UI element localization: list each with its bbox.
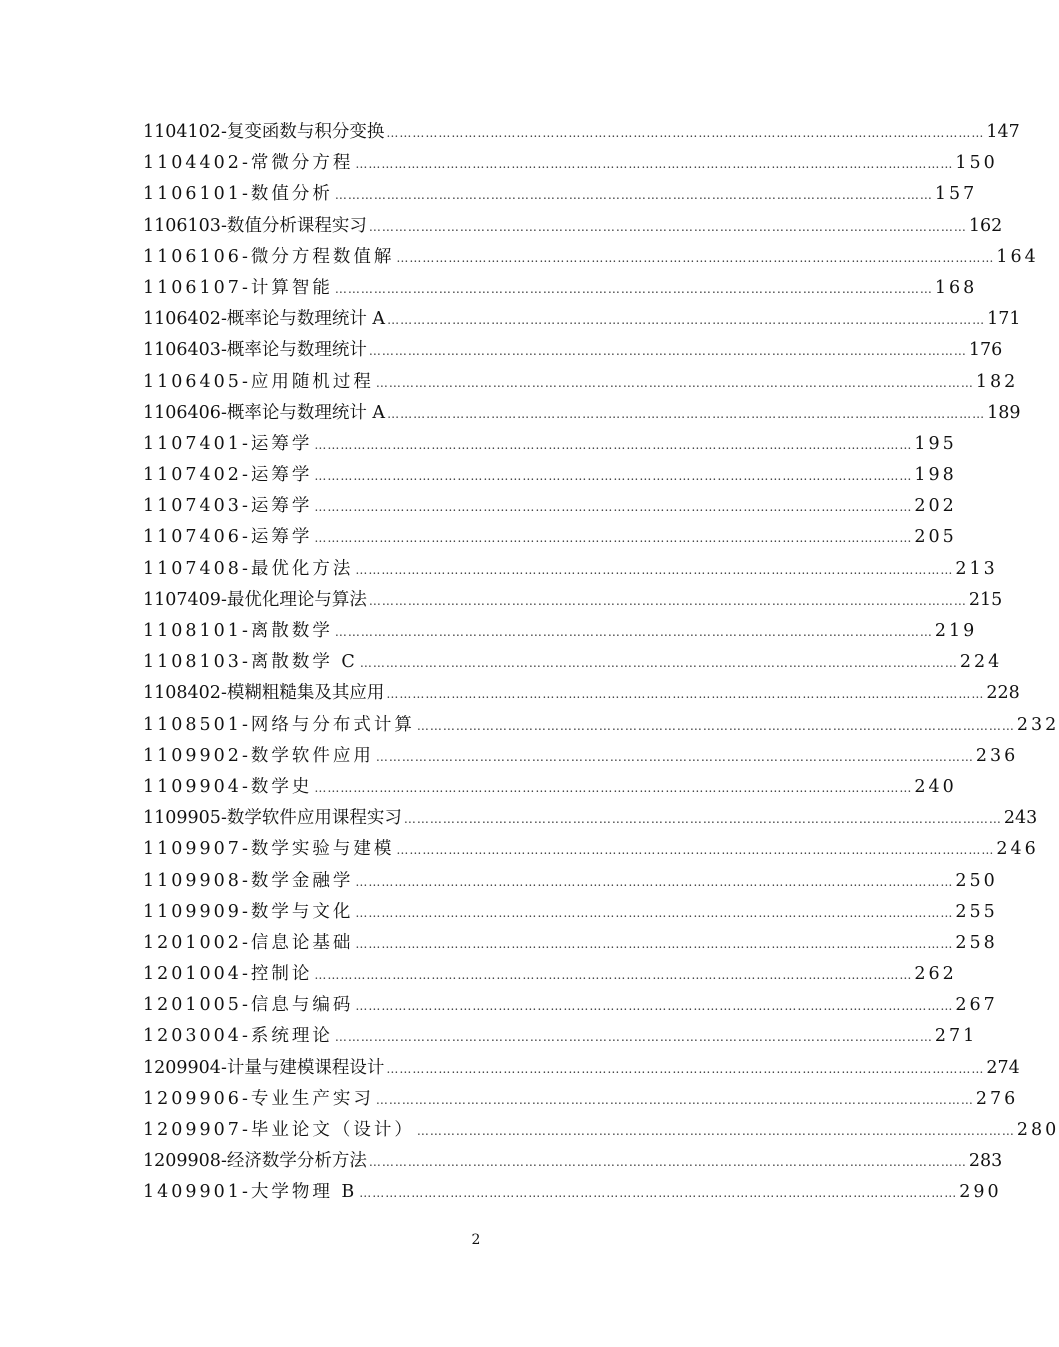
toc-dot-leader: ………………………………………………………………………………………………………………………… [386, 126, 985, 140]
toc-entry[interactable] [143, 304, 1021, 335]
toc-entry-page: 171 [987, 309, 1021, 330]
toc-dot-leader: ………………………………………………………………………………………………………………………… [368, 219, 967, 234]
toc-entry-page: 147 [986, 122, 1020, 142]
toc-dot-leader: ………………………………………………………………………………………………………………………… [355, 936, 954, 951]
toc-entry-page: 258 [955, 932, 998, 953]
toc-entry-title: 1107402-运筹学 [143, 465, 313, 486]
toc-dot-leader: ………………………………………………………………………………………………………………………… [355, 157, 954, 172]
toc-entry[interactable] [143, 429, 957, 460]
toc-entry-page: 157 [934, 184, 978, 205]
toc-entry-page: 195 [914, 433, 957, 454]
toc-dot-leader: ………………………………………………………………………………………………………………………… [386, 1061, 985, 1076]
toc-entry[interactable] [143, 273, 978, 304]
toc-dot-leader: ………………………………………………………………………………………………………………………… [375, 749, 974, 764]
toc-entry-title: 1108103-离散数学 C [143, 652, 358, 673]
toc-entry[interactable] [143, 959, 957, 990]
toc-entry[interactable] [143, 335, 1003, 366]
toc-entry-title: 1104402-常微分方程 [143, 153, 354, 174]
toc-entry[interactable] [143, 834, 1039, 865]
toc-entry-page: 243 [1003, 808, 1038, 829]
toc-dot-leader: ………………………………………………………………………………………………………………………… [334, 625, 933, 639]
toc-entry[interactable] [143, 554, 998, 585]
toc-entry-page: 255 [955, 901, 998, 922]
toc-entry-title: 1106107-计算智能 [143, 277, 333, 298]
toc-dot-leader: ………………………………………………………………………………………………………………………… [368, 344, 967, 359]
toc-entry-title: 1106106-微分方程数值解 [143, 246, 395, 267]
toc-entry-title: 1106402-概率论与数理统计 A [143, 309, 386, 330]
toc-dot-leader: ………………………………………………………………………………………………………………………… [334, 281, 933, 296]
toc-entry-title: 1106101-数值分析 [143, 184, 333, 205]
toc-entry-title: 1106403-概率论与数理统计 [143, 340, 367, 361]
toc-entry[interactable] [143, 242, 1039, 273]
toc-entry-page: 262 [914, 964, 957, 985]
toc-entry-page: 276 [975, 1088, 1019, 1109]
toc-entry-page: 274 [986, 1057, 1020, 1078]
toc-entry[interactable] [143, 460, 957, 491]
toc-entry-page: 202 [914, 496, 957, 517]
toc-entry-page: 150 [955, 153, 998, 174]
page-number: 2 [471, 1232, 481, 1248]
toc-entry-title: 1201002-信息论基础 [143, 932, 354, 953]
toc-entry[interactable] [143, 616, 978, 647]
toc-entry-title: 1109905-数学软件应用课程实习 [143, 808, 402, 829]
toc-entry[interactable] [143, 866, 998, 897]
toc-entry-page: 232 [1016, 714, 1059, 735]
toc-entry-title: 1209908-经济数学分析方法 [143, 1151, 367, 1172]
toc-entry[interactable] [143, 678, 1020, 709]
toc-entry-page: 246 [996, 839, 1039, 860]
toc-entry-title: 1209907-毕业论文（设计） [143, 1120, 415, 1140]
toc-entry-page: 250 [955, 870, 998, 891]
toc-dot-leader: ………………………………………………………………………………………………………………………… [355, 905, 954, 920]
toc-entry-page: 189 [987, 402, 1021, 423]
toc-entry-title: 1109909-数学与文化 [143, 901, 354, 922]
toc-dot-leader: ………………………………………………………………………………………………………………………… [314, 780, 913, 795]
toc-dot-leader: ………………………………………………………………………………………………………………………… [396, 843, 995, 858]
toc-entry[interactable] [143, 741, 1019, 772]
toc-entry-page: 162 [968, 215, 1003, 236]
toc-dot-leader: ………………………………………………………………………………………………………………………… [314, 531, 913, 546]
toc-entry[interactable] [143, 772, 957, 803]
toc-entry[interactable] [143, 1021, 978, 1052]
toc-dot-leader: ………………………………………………………………………………………………………………………… [334, 188, 933, 203]
toc-entry-title: 1109904-数学史 [143, 776, 313, 797]
toc-entry[interactable] [143, 211, 1003, 242]
toc-entry[interactable] [143, 803, 1038, 834]
toc-entry-title: 1109907-数学实验与建模 [143, 839, 395, 860]
toc-entry-page: 219 [934, 621, 978, 641]
toc-entry-title: 1107406-运筹学 [143, 527, 313, 548]
toc-dot-leader: ………………………………………………………………………………………………………………………… [314, 968, 913, 983]
toc-entry[interactable] [143, 398, 1021, 429]
toc-entry-page: 236 [975, 745, 1019, 766]
toc-entry[interactable] [143, 1177, 1002, 1208]
toc-entry-title: 1108402-模糊粗糙集及其应用 [143, 683, 385, 704]
toc-entry-title: 1106103-数值分析课程实习 [143, 215, 367, 236]
toc-entry-title: 1209904-计量与建模课程设计 [143, 1057, 385, 1078]
toc-entry-page: 176 [968, 340, 1003, 361]
toc-entry-title: 1108501-网络与分布式计算 [143, 714, 415, 735]
toc-entry[interactable] [143, 117, 1020, 148]
toc-entry-page: 283 [968, 1151, 1003, 1172]
toc-dot-leader: ………………………………………………………………………………………………………………………… [355, 999, 954, 1014]
toc-dot-leader: ………………………………………………………………………………………………………………………… [368, 1155, 967, 1170]
toc-entry-page: 228 [986, 683, 1020, 704]
toc-entry-page: 205 [914, 527, 957, 548]
toc-entry-page: 182 [975, 371, 1019, 392]
toc-entry-page: 164 [996, 246, 1039, 267]
toc-entry-page: 267 [955, 995, 998, 1016]
toc-entry-title: 1409901-大学物理 B [143, 1182, 358, 1203]
toc-entry[interactable] [143, 928, 998, 959]
toc-entry-title: 1203004-系统理论 [143, 1026, 333, 1047]
toc-entry[interactable] [143, 1053, 1020, 1084]
toc-entry[interactable] [143, 1115, 1059, 1146]
toc-entry-title: 1106406-概率论与数理统计 A [143, 402, 386, 423]
toc-dot-leader: ………………………………………………………………………………………………………………………… [334, 1030, 933, 1045]
toc-entry[interactable] [143, 1084, 1019, 1115]
toc-entry-title: 1106405-应用随机过程 [143, 371, 374, 392]
toc-entry[interactable] [143, 522, 957, 553]
toc-entry-page: 240 [914, 776, 957, 797]
toc-entry-title: 1107403-运筹学 [143, 496, 313, 517]
toc-dot-leader: ………………………………………………………………………………………………………………………… [314, 500, 913, 515]
table-of-contents [143, 117, 1059, 1209]
toc-entry-title: 1107409-最优化理论与算法 [143, 589, 367, 610]
toc-dot-leader: ………………………………………………………………………………………………………………………… [355, 562, 954, 577]
toc-dot-leader: ………………………………………………………………………………………………………………………… [359, 656, 958, 671]
toc-entry[interactable] [143, 148, 998, 179]
toc-dot-leader: ………………………………………………………………………………………………………………………… [359, 1186, 958, 1201]
toc-entry-title: 1109902-数学软件应用 [143, 745, 374, 766]
toc-entry[interactable] [143, 897, 998, 928]
toc-entry-page: 280 [1016, 1120, 1059, 1140]
toc-entry[interactable] [143, 585, 1003, 616]
toc-dot-leader: ………………………………………………………………………………………………………………………… [314, 469, 913, 484]
toc-dot-leader: ………………………………………………………………………………………………………………………… [416, 1124, 1015, 1138]
toc-entry-title: 1107401-运筹学 [143, 433, 313, 454]
toc-entry-page: 215 [968, 589, 1003, 610]
toc-entry[interactable] [143, 491, 957, 522]
toc-entry-title: 1209906-专业生产实习 [143, 1088, 374, 1109]
toc-entry[interactable] [143, 990, 998, 1021]
toc-entry-title: 1109908-数学金融学 [143, 870, 354, 891]
toc-entry-title: 1108101-离散数学 [143, 621, 333, 641]
toc-entry[interactable] [143, 1146, 1003, 1177]
toc-entry-page: 198 [914, 465, 957, 486]
toc-entry-page: 168 [934, 277, 978, 298]
toc-dot-leader: ………………………………………………………………………………………………………………………… [314, 437, 913, 452]
toc-dot-leader: ………………………………………………………………………………………………………………………… [375, 1092, 974, 1107]
toc-entry[interactable] [143, 367, 1019, 398]
toc-entry[interactable] [143, 710, 1059, 741]
toc-entry-page: 290 [959, 1182, 1002, 1203]
toc-dot-leader: ………………………………………………………………………………………………………………………… [416, 718, 1015, 733]
toc-entry-page: 213 [955, 558, 998, 579]
toc-dot-leader: ………………………………………………………………………………………………………………………… [387, 313, 986, 328]
toc-dot-leader: ………………………………………………………………………………………………………………………… [403, 812, 1002, 827]
toc-entry-title: 1201005-信息与编码 [143, 995, 354, 1016]
toc-dot-leader: ………………………………………………………………………………………………………………………… [396, 250, 995, 265]
toc-dot-leader: ………………………………………………………………………………………………………………………… [387, 406, 986, 421]
toc-dot-leader: ………………………………………………………………………………………………………………………… [386, 687, 985, 702]
toc-dot-leader: ………………………………………………………………………………………………………………………… [368, 593, 967, 608]
toc-entry[interactable] [143, 179, 978, 210]
toc-entry-page: 271 [934, 1026, 978, 1047]
toc-dot-leader: ………………………………………………………………………………………………………………………… [375, 375, 974, 390]
toc-entry[interactable] [143, 647, 1003, 678]
toc-entry-title: 1201004-控制论 [143, 964, 313, 985]
toc-entry-page: 224 [959, 652, 1003, 673]
toc-entry-title: 1104102-复变函数与积分变换 [143, 122, 385, 142]
toc-dot-leader: ………………………………………………………………………………………………………………………… [355, 874, 954, 889]
toc-entry-title: 1107408-最优化方法 [143, 558, 354, 579]
